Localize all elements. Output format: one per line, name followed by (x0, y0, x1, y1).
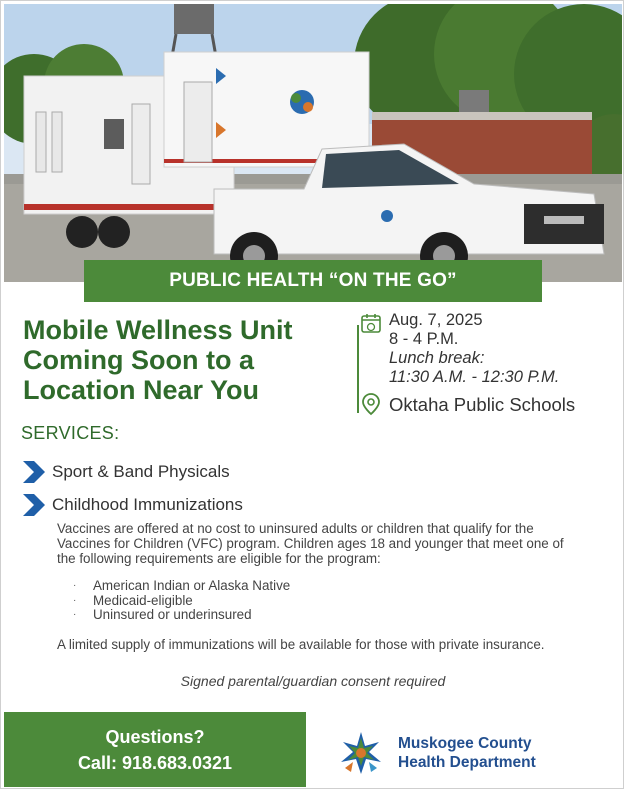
requirements-list (73, 579, 290, 623)
event-details (389, 311, 559, 387)
contact-phone[interactable]: Call: 918.683.0321 (77, 752, 233, 773)
list-item: · Medicaid-eligible (73, 592, 193, 608)
hero-photo (4, 4, 622, 282)
vertical-divider (357, 325, 359, 413)
map-pin-icon (360, 392, 382, 416)
org-line-1: Muskogee County (398, 735, 532, 752)
lunch-time: 11:30 A.M. - 12:30 P.M. (389, 368, 560, 386)
service-item (21, 492, 243, 518)
list-item: · American Indian or Alaska Native (73, 578, 291, 593)
event-hours: 8 - 4 P.M. (389, 330, 459, 348)
page-title (23, 315, 363, 405)
list-item: · Uninsured or underinsured (73, 607, 252, 623)
contact-box (4, 712, 306, 787)
service-label: Sport & Band Physicals (52, 462, 230, 481)
consent-note: Signed parental/guardian consent required (180, 673, 446, 689)
star-burst-logo (335, 728, 387, 780)
contact-question: Questions? (105, 726, 205, 747)
headline-line-1: Mobile Wellness Unit (23, 315, 293, 345)
headline-line-3: Location Near You (23, 375, 260, 405)
chevron-right-icon (21, 492, 47, 518)
supply-note: A limited supply of immunizations will be available for those with private insurance. (57, 637, 545, 652)
service-label: Childhood Immunizations (52, 495, 243, 514)
mobile-unit-photo (4, 4, 622, 282)
services-heading: SERVICES: (21, 423, 120, 443)
headline-line-2: Coming Soon to a (23, 345, 254, 375)
lunch-label: Lunch break: (389, 349, 485, 367)
vfc-intro-text: Vaccines are offered at no cost to uninsured adults or children that qualify for the Vaccines for Children (VFC) program. Children ages 18 and younger that meet one of the following requirements are eligible for the program: (57, 521, 564, 566)
chevron-right-icon (21, 459, 47, 485)
event-location: Oktaha Public Schools (389, 394, 576, 415)
org-line-2: Health Department (398, 754, 536, 771)
program-banner: PUBLIC HEALTH “ON THE GO” (84, 260, 542, 302)
service-item (21, 459, 230, 485)
calendar-icon (360, 312, 382, 334)
organization-name (398, 734, 536, 772)
event-date: Aug. 7, 2025 (389, 311, 483, 329)
